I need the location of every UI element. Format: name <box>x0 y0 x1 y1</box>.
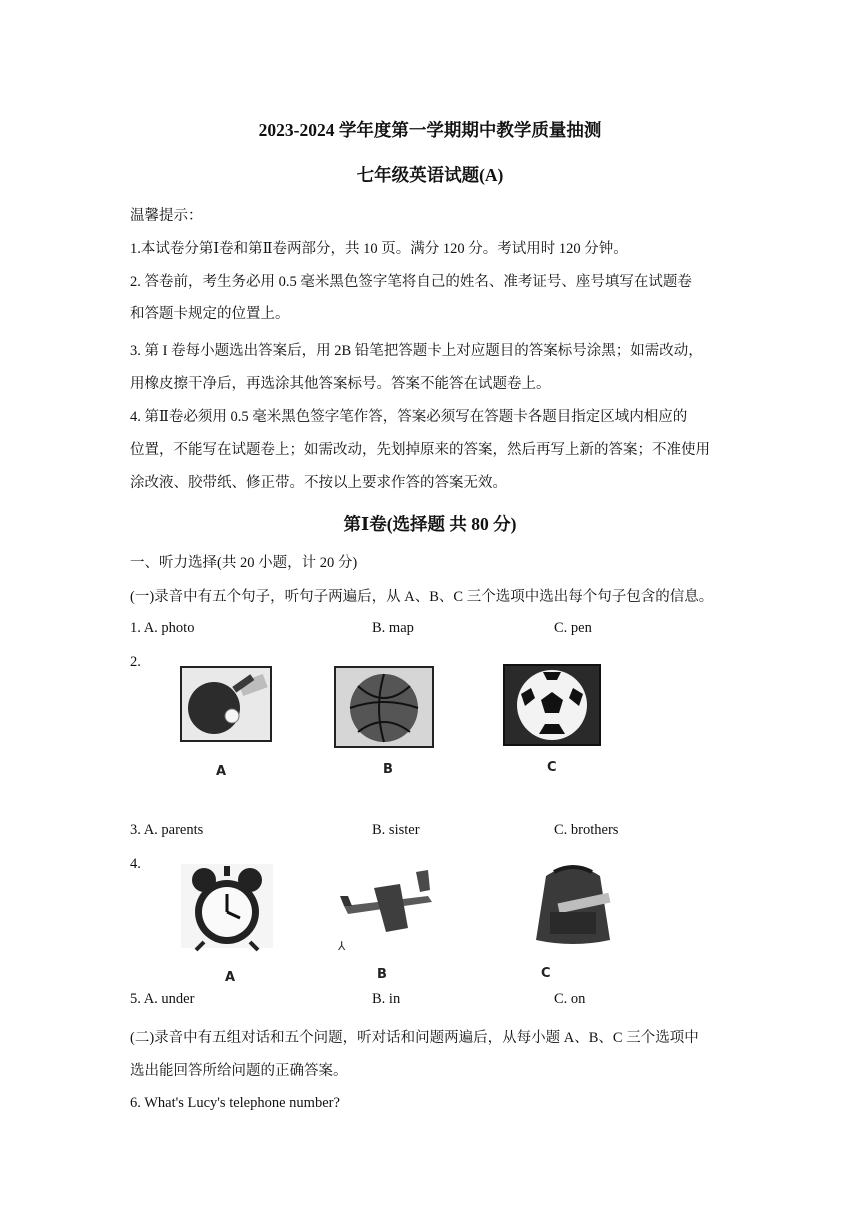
notice-line-5: 用橡皮擦干净后，再选涂其他答案标号。答案不能答在试题卷上。 <box>130 376 551 392</box>
notice-line-1: 1.本试卷分第Ⅰ卷和第Ⅱ卷两部分，共 10 页。满分 120 分。考试用时 120 分钟。 <box>130 241 628 257</box>
q6-question: 6. What's Lucy's telephone number? <box>130 1095 340 1111</box>
notice-heading: 温馨提示： <box>130 208 203 224</box>
part1-title: 第Ⅰ卷(选择题 共 80 分) <box>343 514 517 534</box>
sub1-instruction: (一)录音中有五个句子，听句子两遍后，从 A、B、C 三个选项中选出每个句子包含的信息。 <box>130 589 714 605</box>
notice-line-7: 位置，不能写在试题卷上；如需改动，先划掉原来的答案，然后再写上新的答案；不准使用 <box>130 442 710 458</box>
q3-option-a: 3. A. parents <box>130 822 204 838</box>
q5-option-b: B. in <box>372 991 401 1007</box>
exam-subtitle: 七年级英语试题(A) <box>356 165 504 185</box>
alarm-clock-image <box>180 860 274 952</box>
q4-label-c: C <box>541 966 551 981</box>
q2-number: 2. <box>130 654 141 670</box>
q4-number: 4. <box>130 856 141 872</box>
q1-option-b: B. map <box>372 620 414 636</box>
q3-option-c: C. brothers <box>554 822 619 838</box>
backpack-image <box>528 862 618 946</box>
q5-option-c: C. on <box>554 991 586 1007</box>
listening-heading: 一、听力选择(共 20 小题，计 20 分) <box>130 555 358 571</box>
notice-line-8: 涂改液、胶带纸、修正带。不按以上要求作答的答案无效。 <box>130 475 507 491</box>
sub2-instruction-line-1: (二)录音中有五组对话和五个问题，听对话和问题两遍后，从每小题 A、B、C 三个选项中 <box>130 1030 699 1046</box>
notice-line-3: 和答题卡规定的位置上。 <box>130 306 290 322</box>
notice-line-6: 4. 第Ⅱ卷必须用 0.5 毫米黑色签字笔作答，答案必须写在答题卡各题目指定区域内相应的 <box>130 409 688 425</box>
q3-option-b: B. sister <box>372 822 420 838</box>
q4-label-b: B <box>377 967 387 982</box>
q4-label-a: A <box>225 970 236 985</box>
q1-option-a: 1. A. photo <box>130 620 195 636</box>
airplane-image <box>338 866 438 952</box>
q2-label-c: C <box>547 760 557 775</box>
notice-line-2: 2. 答卷前，考生务必用 0.5 毫米黑色签字笔将自己的姓名、准考证号、座号填写在试题卷 <box>130 274 692 290</box>
ping-pong-paddle-image <box>180 666 272 742</box>
q1-option-c: C. pen <box>554 620 592 636</box>
svg-text:⅄: ⅄ <box>338 939 346 952</box>
q2-label-a: A <box>216 764 227 779</box>
soccer-ball-image <box>503 664 601 746</box>
notice-line-4: 3. 第 I 卷每小题选出答案后，用 2B 铅笔把答题卡上对应题目的答案标号涂黑；如需改动， <box>130 343 703 359</box>
q2-label-b: B <box>383 762 393 777</box>
exam-title: 2023-2024 学年度第一学期期中教学质量抽测 <box>258 120 602 140</box>
q5-option-a: 5. A. under <box>130 991 195 1007</box>
sub2-instruction-line-2: 选出能回答所给问题的正确答案。 <box>130 1063 348 1079</box>
basketball-image <box>334 666 434 748</box>
